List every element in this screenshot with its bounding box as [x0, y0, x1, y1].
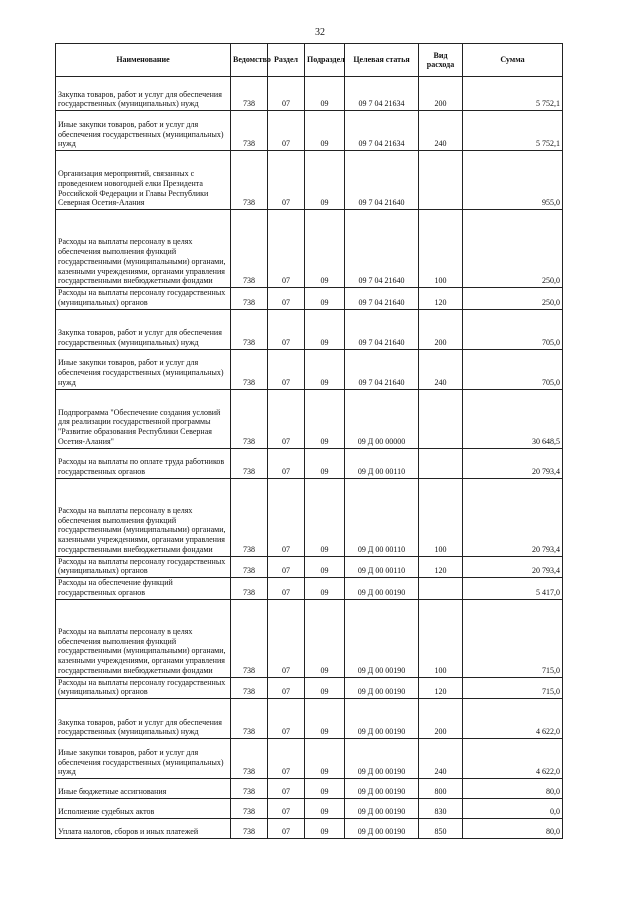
- row-dept: 738: [231, 448, 268, 478]
- row-section: 07: [268, 349, 305, 389]
- row-sum: 20 793,4: [463, 448, 563, 478]
- row-name: Уплата налогов, сборов и иных платежей: [56, 819, 231, 839]
- table-body: [56, 77, 563, 839]
- row-subsection: 09: [305, 478, 345, 556]
- row-subsection: 09: [305, 699, 345, 739]
- row-exp-type: 200: [419, 699, 463, 739]
- row-dept: 738: [231, 478, 268, 556]
- table-row: [56, 210, 563, 288]
- row-sum: 5 752,1: [463, 77, 563, 111]
- row-sum: 20 793,4: [463, 478, 563, 556]
- table-row: [56, 389, 563, 448]
- row-exp-type: 100: [419, 599, 463, 677]
- row-subsection: 09: [305, 151, 345, 210]
- row-name: Расходы на обеспечение функций государственных органов: [56, 578, 231, 600]
- table-row: [56, 111, 563, 151]
- row-exp-type: 240: [419, 349, 463, 389]
- header-subsection: Подраздел: [305, 44, 345, 77]
- row-name: Подпрограмма "Обеспечение создания условий для реализации государственной программы "Развитие образования Республики Северная Осетия-Алания": [56, 389, 231, 448]
- row-exp-type: 120: [419, 556, 463, 578]
- row-section: 07: [268, 111, 305, 151]
- row-exp-type: 200: [419, 309, 463, 349]
- row-name: Расходы на выплаты персоналу в целях обеспечения выполнения функций государственными (муниципальными) органами, казенными учреждениями, органами управления государственными внебюджетными фондами: [56, 478, 231, 556]
- row-dept: 738: [231, 389, 268, 448]
- table-row: [56, 349, 563, 389]
- row-sum: 955,0: [463, 151, 563, 210]
- row-target: 09 Д 00 00190: [345, 819, 419, 839]
- row-section: 07: [268, 309, 305, 349]
- row-section: 07: [268, 556, 305, 578]
- row-sum: 250,0: [463, 288, 563, 310]
- row-section: 07: [268, 448, 305, 478]
- row-exp-type: [419, 448, 463, 478]
- row-subsection: 09: [305, 578, 345, 600]
- row-section: 07: [268, 779, 305, 799]
- table-row: [56, 556, 563, 578]
- table-row: [56, 699, 563, 739]
- row-target: 09 7 04 21640: [345, 151, 419, 210]
- row-sum: 715,0: [463, 599, 563, 677]
- row-target: 09 Д 00 00190: [345, 699, 419, 739]
- table-row: [56, 151, 563, 210]
- row-sum: 0,0: [463, 799, 563, 819]
- row-target: 09 7 04 21640: [345, 309, 419, 349]
- row-exp-type: [419, 389, 463, 448]
- row-section: 07: [268, 599, 305, 677]
- row-section: 07: [268, 677, 305, 699]
- row-subsection: 09: [305, 288, 345, 310]
- header-section: Раздел: [268, 44, 305, 77]
- row-name: Закупка товаров, работ и услуг для обеспечения государственных (муниципальных) нужд: [56, 309, 231, 349]
- row-subsection: 09: [305, 739, 345, 779]
- row-subsection: 09: [305, 819, 345, 839]
- row-dept: 738: [231, 349, 268, 389]
- row-dept: 738: [231, 677, 268, 699]
- row-sum: 5 417,0: [463, 578, 563, 600]
- row-dept: 738: [231, 111, 268, 151]
- row-name: Расходы на выплаты персоналу государственных (муниципальных) органов: [56, 556, 231, 578]
- table-header-row: [56, 44, 563, 77]
- row-target: 09 7 04 21640: [345, 349, 419, 389]
- row-exp-type: 120: [419, 677, 463, 699]
- row-dept: 738: [231, 578, 268, 600]
- row-name: Расходы на выплаты персоналу государственных (муниципальных) органов: [56, 677, 231, 699]
- row-section: 07: [268, 739, 305, 779]
- table-row: [56, 799, 563, 819]
- row-dept: 738: [231, 288, 268, 310]
- row-name: Расходы на выплаты персоналу в целях обеспечения выполнения функций государственными (муниципальными) органами, казенными учреждениями, органами управления государственными внебюджетными фондами: [56, 599, 231, 677]
- row-target: 09 7 04 21634: [345, 77, 419, 111]
- row-section: 07: [268, 799, 305, 819]
- table-row: [56, 819, 563, 839]
- row-subsection: 09: [305, 111, 345, 151]
- header-target: Целевая статья: [345, 44, 419, 77]
- row-subsection: 09: [305, 309, 345, 349]
- row-target: 09 Д 00 00190: [345, 599, 419, 677]
- row-target: 09 Д 00 00190: [345, 739, 419, 779]
- row-target: 09 Д 00 00190: [345, 779, 419, 799]
- row-exp-type: 240: [419, 739, 463, 779]
- row-target: 09 Д 00 00110: [345, 448, 419, 478]
- row-exp-type: 850: [419, 819, 463, 839]
- row-sum: 705,0: [463, 349, 563, 389]
- row-section: 07: [268, 389, 305, 448]
- row-exp-type: 830: [419, 799, 463, 819]
- row-target: 09 7 04 21640: [345, 210, 419, 288]
- row-dept: 738: [231, 77, 268, 111]
- row-exp-type: [419, 151, 463, 210]
- row-target: 09 Д 00 00000: [345, 389, 419, 448]
- row-name: Расходы на выплаты персоналу государственных (муниципальных) органов: [56, 288, 231, 310]
- row-name: Иные закупки товаров, работ и услуг для обеспечения государственных (муниципальных) нужд: [56, 349, 231, 389]
- row-subsection: 09: [305, 599, 345, 677]
- row-name: Расходы на выплаты по оплате труда работников государственных органов: [56, 448, 231, 478]
- row-dept: 738: [231, 599, 268, 677]
- row-exp-type: 120: [419, 288, 463, 310]
- row-section: 07: [268, 578, 305, 600]
- row-target: 09 Д 00 00190: [345, 677, 419, 699]
- row-exp-type: 800: [419, 779, 463, 799]
- row-sum: 80,0: [463, 819, 563, 839]
- row-dept: 738: [231, 819, 268, 839]
- row-dept: 738: [231, 556, 268, 578]
- table-row: [56, 677, 563, 699]
- row-subsection: 09: [305, 779, 345, 799]
- row-exp-type: 100: [419, 210, 463, 288]
- row-target: 09 Д 00 00190: [345, 578, 419, 600]
- table-row: [56, 599, 563, 677]
- row-target: 09 Д 00 00110: [345, 556, 419, 578]
- row-sum: 80,0: [463, 779, 563, 799]
- row-sum: 20 793,4: [463, 556, 563, 578]
- budget-table: [55, 43, 563, 839]
- table-row: [56, 779, 563, 799]
- row-subsection: 09: [305, 799, 345, 819]
- row-name: Иные бюджетные ассигнования: [56, 779, 231, 799]
- row-dept: 738: [231, 151, 268, 210]
- row-subsection: 09: [305, 389, 345, 448]
- row-subsection: 09: [305, 448, 345, 478]
- row-subsection: 09: [305, 210, 345, 288]
- row-section: 07: [268, 210, 305, 288]
- row-dept: 738: [231, 309, 268, 349]
- header-sum: Сумма: [463, 44, 563, 77]
- row-name: Закупка товаров, работ и услуг для обеспечения государственных (муниципальных) нужд: [56, 699, 231, 739]
- row-dept: 738: [231, 699, 268, 739]
- row-name: Исполнение судебных актов: [56, 799, 231, 819]
- row-dept: 738: [231, 799, 268, 819]
- row-sum: 4 622,0: [463, 699, 563, 739]
- page-number: 32: [315, 27, 325, 38]
- row-sum: 705,0: [463, 309, 563, 349]
- row-target: 09 7 04 21640: [345, 288, 419, 310]
- row-name: Расходы на выплаты персоналу в целях обеспечения выполнения функций государственными (муниципальными) органами, казенными учреждениями, органами управления государственными внебюджетными фондами: [56, 210, 231, 288]
- row-subsection: 09: [305, 349, 345, 389]
- row-dept: 738: [231, 779, 268, 799]
- row-target: 09 Д 00 00190: [345, 799, 419, 819]
- row-exp-type: 240: [419, 111, 463, 151]
- row-subsection: 09: [305, 677, 345, 699]
- row-section: 07: [268, 288, 305, 310]
- row-section: 07: [268, 151, 305, 210]
- row-subsection: 09: [305, 556, 345, 578]
- row-name: Иные закупки товаров, работ и услуг для обеспечения государственных (муниципальных) нужд: [56, 111, 231, 151]
- row-dept: 738: [231, 739, 268, 779]
- row-section: 07: [268, 819, 305, 839]
- row-sum: 715,0: [463, 677, 563, 699]
- row-section: 07: [268, 77, 305, 111]
- row-section: 07: [268, 478, 305, 556]
- row-name: Организация мероприятий, связанных с проведением новогодней елки Президента Российской Федерации и Главы Республики Северная Осетия-Алания: [56, 151, 231, 210]
- row-sum: 5 752,1: [463, 111, 563, 151]
- row-sum: 250,0: [463, 210, 563, 288]
- header-dept: Ведомство: [231, 44, 268, 77]
- row-dept: 738: [231, 210, 268, 288]
- row-exp-type: 100: [419, 478, 463, 556]
- row-target: 09 Д 00 00110: [345, 478, 419, 556]
- table-row: [56, 578, 563, 600]
- row-section: 07: [268, 699, 305, 739]
- table-row: [56, 448, 563, 478]
- row-sum: 30 648,5: [463, 389, 563, 448]
- table-row: [56, 478, 563, 556]
- table-row: [56, 739, 563, 779]
- row-sum: 4 622,0: [463, 739, 563, 779]
- row-target: 09 7 04 21634: [345, 111, 419, 151]
- table-row: [56, 77, 563, 111]
- table-row: [56, 288, 563, 310]
- header-exp-type: Вид расхода: [419, 44, 463, 77]
- row-exp-type: [419, 578, 463, 600]
- row-name: Иные закупки товаров, работ и услуг для обеспечения государственных (муниципальных) нужд: [56, 739, 231, 779]
- header-name: Наименование: [56, 44, 231, 77]
- row-subsection: 09: [305, 77, 345, 111]
- row-name: Закупка товаров, работ и услуг для обеспечения государственных (муниципальных) нужд: [56, 77, 231, 111]
- table-row: [56, 309, 563, 349]
- row-exp-type: 200: [419, 77, 463, 111]
